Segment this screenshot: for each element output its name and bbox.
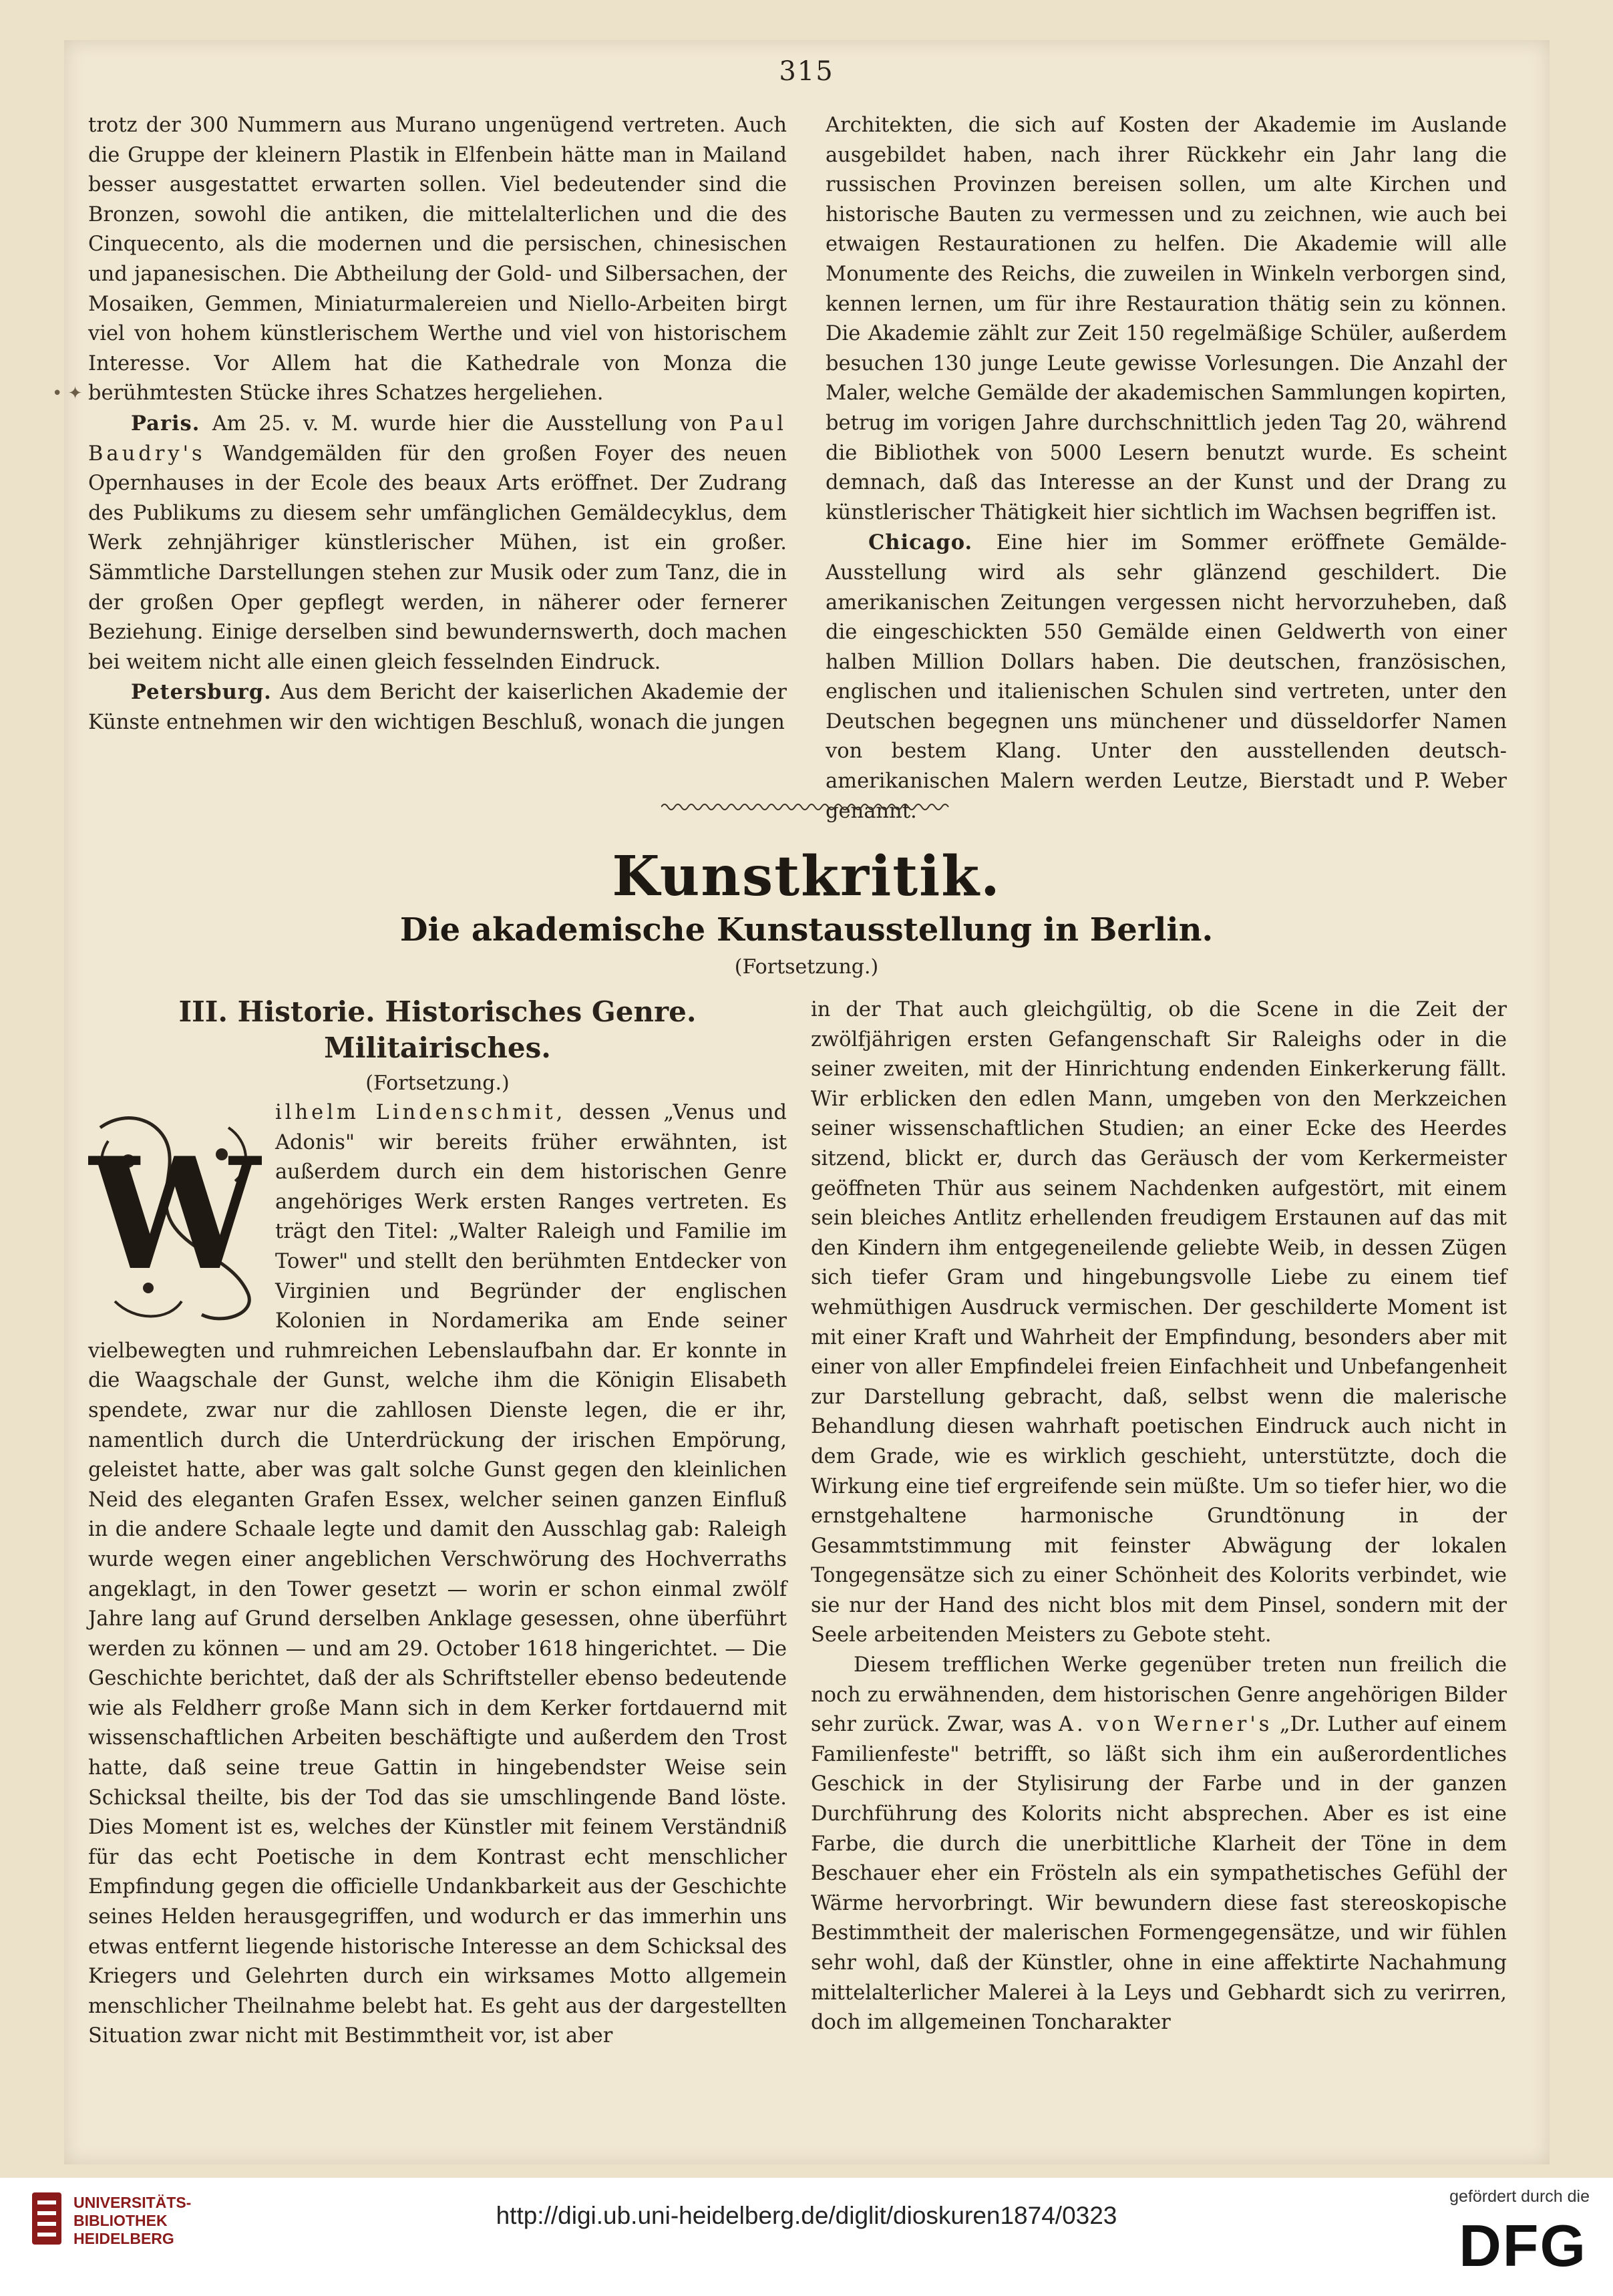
section-heading: Kunstkritik. [612, 844, 1001, 909]
place-paris: Paris. [131, 411, 200, 436]
paris-text-a: Am 25. v. M. wurde hier die Ausstellung von [200, 412, 729, 436]
place-petersburg: Petersburg. [131, 680, 272, 705]
name-baudry: Paul Baudry's [88, 412, 787, 466]
top-left-column [88, 111, 787, 737]
subsection-note: (Fortsetzung.) [365, 1072, 510, 1095]
subsection-title: III. Historie. Historisches Genre. Militairisches. [178, 995, 697, 1064]
name-lindenschmit: ilhelm Lindenschmit, [275, 1101, 566, 1124]
paragraph-paris [88, 409, 787, 677]
source-url-link[interactable]: http://digi.ub.uni-heidelberg.de/diglit/dioskuren1874/0323 [496, 2202, 1117, 2229]
library-name-line-2: BIBLIOTHEK [73, 2212, 168, 2229]
dfg-logo[interactable]: DFG [1459, 2212, 1587, 2279]
svg-text:W: W [88, 1124, 262, 1305]
ornamental-initial-w [88, 1101, 262, 1328]
paragraph-petersburg [88, 677, 787, 737]
werner-text-a: Diesem trefflichen Werke gegenüber treten nun freilich die noch zu erwähnenden, dem historischen Genre angehörigen Bilder sehr zurück. Zwar, was [811, 1653, 1507, 1737]
place-chicago: Chicago. [868, 530, 973, 555]
lindenschmit-text: dessen „Venus und Adonis" wir bereits früher erwähnten, ist außerdem durch ein dem historischen Genre angehöriges Werk ersten Ranges vertreten. Es trägt den Titel: „Walter Raleigh und Familie im Tower" und stellt den berühmten Entdecker von Virginien und Begründer der englischen Kolonien in Nordamerika am Ende seiner vielbewegten und ruhmreichen Lebenslaufbahn dar. Er konnte in die Waagschale der Gunst, welche ihm die Königin Elisabeth spendete, zwar nur die zahllosen Dienste legen, die er ihr, namentlich durch die Unterdrückung der irischen Empörung, geleistet hatte, aber was galt solche Gunst gegen den kleinlichen Neid des eleganten Grafen Essex, welcher seinen ganzen Einfluß in die andere Schaale legte und damit den Ausschlag gab: Raleigh wurde wegen einer angeblichen Verschwörung des Hochverraths angeklagt, in den Tower gesetzt — worin er schon einmal zwölf Jahre lang auf Grund derselben Anklage gesessen, ohne überführt werden zu können — und am 29. October 1618 hingerichtet. — Die Geschichte berichtet, daß der als Schriftsteller ebenso bedeutende wie als Feldherr große Mann sich in dem Kerker fortdauernd mit wissenschaftlichen Arbeiten beschäftigte und außerdem den Trost hatte, daß seine treue Gattin in hingebendster Weise sein Schicksal theilte, bis der Tod das sie umschlingende Band löste. Dies Moment ist es, welches der Künstler mit feinem Verständniß für das echt Poetische in dem Kontrast echt menschlicher Empfindung gegen die officielle Undankbarkeit aus der Geschichte seines Helden herausgegriffen, und wodurch er das immerhin uns etwas entfernt liegende historische Interesse an dem Schicksal des Kriegers und Gelehrten durch ein wirksames Motto allgemein menschlicher Theilnahme belebt hat. Es geht aus der dargestellten Situation zwar nicht mit Bestimmtheit vor, ist aber [88, 1101, 787, 2048]
bottom-left-column [88, 994, 787, 2052]
paragraph-werner [811, 1651, 1507, 2038]
continuation-note: (Fortsetzung.) [734, 955, 879, 979]
paragraph-murano: trotz der 300 Nummern aus Murano ungenügend vertreten. Auch die Gruppe der kleinern Plastik in Elfenbein hätte man in Mailand besser ausgestattet erwarten sollen. Viel bedeutender sind die Bronzen, sowohl die antiken, die mittelalterlichen und die des Cinquecento, als die modernen und die persischen, chinesischen und japanesischen. Die Abtheilung der Gold- und Silbersachen, der Mosaiken, Gemmen, Miniaturmalereien und Niello-Arbeiten birgt viel von hohem künstlerischem Werthe und viel von historischem Interesse. Vor Allem hat die Kathedrale von Monza die berühmtesten Stücke ihres Schatzes hergeliehen. [88, 114, 787, 405]
funding-caption: gefördert durch die [1449, 2187, 1590, 2206]
chicago-text: Eine hier im Sommer eröffnete Gemälde-Ausstellung wird als sehr glänzend geschildert. Die amerikanischen Zeitungen vergessen nicht hervorzuheben, daß die eingeschickten 550 Gemälde einen Geldwerth von einer halben Million Dollars haben. Die deutschen, französischen, englischen und italienischen Schulen sind vertreten, unter den Deutschen begegnen uns münchener und düsseldorfer Namen von bestem Klang. Unter den ausstellenden deutsch-amerikanischen Malern werden Leutze, Bierstadt und P. Weber genannt. [826, 531, 1507, 823]
library-name-line-3: HEIDELBERG [73, 2230, 174, 2247]
petersburg-text: Aus dem Bericht der kaiserlichen Akademie der Künste entnehmen wir den wichtigen Beschluß, wonach die jungen [88, 681, 787, 734]
page-number: 315 [779, 56, 834, 87]
wavy-divider [661, 799, 952, 815]
paragraph-architects: Architekten, die sich auf Kosten der Akademie im Auslande ausgebildet haben, nach ihrer Rückkehr ein Jahr lang die russischen Provinzen bereisen sollen, um alte Kirchen und historische Bauten zu vermessen und zu zeichnen, wie auch bei etwaigen Restaurationen zu helfen. Die Akademie will alle Monumente des Reichs, die zuweilen in Winkeln verborgen sind, kennen lernen, um für ihre Restauration thätig sein zu können. Die Akademie zählt zur Zeit 150 regelmäßige Schüler, außerdem besuchen 130 junge Leute gewisse Vorlesungen. Die Anzahl der Maler, welche Gemälde der akademischen Sammlungen kopirten, betrug im vorigen Jahre durchschnittlich jeden Tag 20, während die Bibliothek von 5000 Lesern benutzt wurde. Es scheint demnach, daß das Interesse an der Kunst und der Drang zu künstlerischer Thätigkeit hier sichtlich im Wachsen begriffen ist. [826, 114, 1507, 524]
library-name-line-1: UNIVERSITÄTS- [73, 2194, 192, 2211]
werner-text-b: „Dr. Luther auf einem Familienfeste" betrifft, so läßt sich ihm ein außerordentliches Geschick in der Stylisirung der Farbe und in der ganzen Durchführung des Kolorits nicht absprechen. Aber es ist eine Farbe, die durch die unerbittliche Klarheit der Töne in dem Beschauer eher ein Frösteln als ein sympathetisches Gefühl der Wärme hervorbringt. Wir bewundern diese fast stereoskopische Bestimmtheit der malerischen Formengegensätze, und wir fühlen sehr wohl, daß der Künstler, ohne in eine affektirte Nachahmung mittelalterlicher Malerei à la Leys und Gebhardt sich zu verirren, doch im allgemeinen Toncharakter [811, 1713, 1507, 2035]
margin-mark: • ✦ [52, 383, 83, 403]
name-werner: A. von Werner's [1058, 1713, 1273, 1737]
top-right-column [826, 111, 1507, 826]
bottom-right-column [811, 995, 1507, 2038]
paris-text-b: Wandgemälden für den großen Foyer des neuen Opernhauses in der Ecole des beaux Arts eröffnet. Der Zudrang des Publikums zu diesem sehr umfänglichen Gemäldecyklus, dem Werk zehnjähriger künstlerischer Mühen, ist ein großer. Sämmtliche Darstellungen stehen zur Musik oder zum Tanz, die in der großen Oper gepflegt werden, in näherer oder fernerer Beziehung. Einige derselben sind bewundernswerth, doch machen bei weitem nicht alle einen gleich fesselnden Eindruck. [88, 442, 787, 674]
article-title: Die akademische Kunstausstellung in Berlin. [399, 911, 1214, 949]
paragraph-raleigh-scene: in der That auch gleichgültig, ob die Scene in die Zeit der zwölfjährigen ersten Gefangenschaft Sir Raleighs oder in die seiner zweiten, mit der Hinrichtung endenden Einkerkerung fällt. Wir erblicken den edlen Mann, umgeben von den Merkzeichen seiner wissenschaftlichen Studien; an einer Ecke des Heerdes sitzend, blickt er, durch das Geräusch der vom Kerkermeister geöffneten Thür aus seinem Nachdenken aufgestört, mit einem sein bleiches Antlitz erhellenden freudigem Erstaunen auf das mit den Kindern ihm entgegeneilende geliebte Weib, in dessen Zügen sich tiefer Gram und hingebungsvolle Liebe zu einem tief wehmüthigen Ausdruck vermischen. Der geschilderte Moment ist mit einer Kraft und Wahrheit der Empfindung, besonders aber mit einer von aller Empfindelei freien Einfachheit und Unbefangenheit zur Darstellung gebracht, daß, selbst wenn die malerische Behandlung diesen wahrhaft poetischen Eindruck auch nicht in dem Grade, wie es wirklich geschieht, unterstützte, doch die Wirkung eine tief ergreifende sein müßte. Um so tiefer hier, wo die ernstgehaltene harmonische Grundtönung in der Gesammtstimmung mit feinster Abwägung der lokalen Tongegensätze sich zu einer Schönheit des Kolorits verbindet, wie sie nur der Hand des nicht blos mit dem Pinsel, sondern mit der Seele arbeitenden Meisters zu Gebote steht. [811, 998, 1507, 1647]
paragraph-chicago [826, 528, 1507, 826]
